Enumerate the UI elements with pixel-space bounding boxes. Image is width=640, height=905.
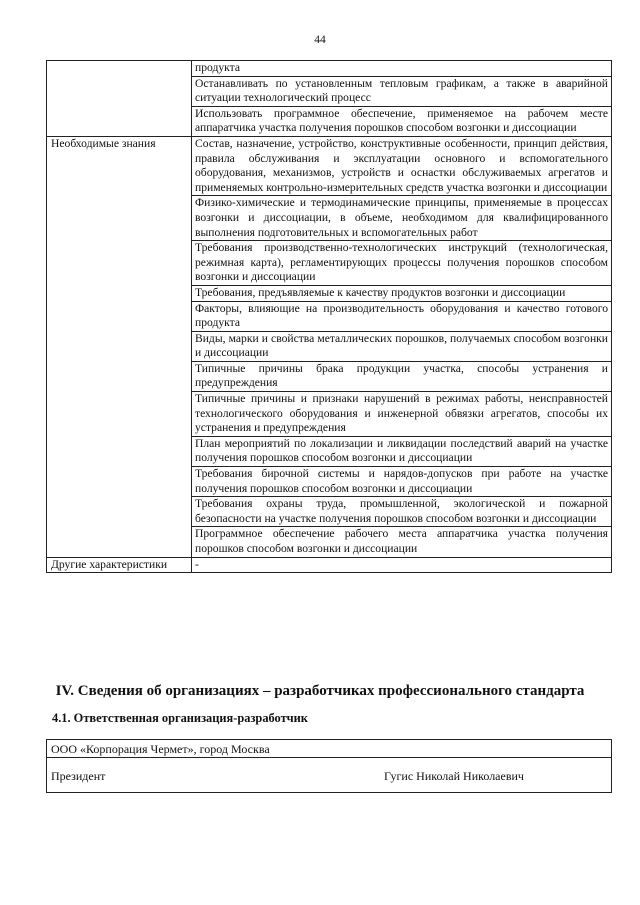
knowledge-item: Требования охраны труда, промышленной, экологической и пожарной безопасности на участке получения порошков способом возгонки и диссоциации (192, 497, 612, 527)
row-label-empty (47, 61, 192, 137)
knowledge-item: Факторы, влияющие на производительность оборудования и качество готового продукта (192, 301, 612, 331)
organization-head-name: Гугис Николай Николаевич (384, 769, 524, 783)
table-row (47, 136, 612, 195)
knowledge-item: Требования, предъявляемые к качеству продуктов возгонки и диссоциации (192, 285, 612, 301)
knowledge-item: План мероприятий по локализации и ликвидации последствий аварий на участке получения порошков способом возгонки и диссоциации (192, 436, 612, 466)
organization-divider (47, 757, 611, 758)
competency-table (46, 60, 612, 573)
page-number: 44 (314, 34, 326, 46)
other-characteristics-value: - (192, 557, 612, 573)
section-heading: IV. Сведения об организациях – разработчиках профессионального стандарта (55, 683, 585, 699)
skill-item: Использовать программное обеспечение, применяемое на рабочем месте аппаратчика участка получения порошков способом возгонки и диссоциации (192, 106, 612, 136)
knowledge-item: Программное обеспечение рабочего места аппаратчика участка получения порошков способом возгонки и диссоциации (192, 527, 612, 557)
knowledge-item: Требования производственно-технологических инструкций (технологическая, режимная карта), регламентирующих процессы получения порошков способом возгонки и диссоциации (192, 241, 612, 286)
other-characteristics-label: Другие характеристики (47, 557, 192, 573)
organization-box (46, 739, 612, 793)
table-row (47, 557, 612, 573)
subsection-heading: 4.1. Ответственная организация-разработчик (52, 711, 308, 725)
organization-head-position: Президент (51, 769, 106, 783)
knowledge-item: Типичные причины брака продукции участка, способы устранения и предупреждения (192, 361, 612, 391)
knowledge-item: Виды, марки и свойства металлических порошков, получаемых способом возгонки и диссоциации (192, 331, 612, 361)
knowledge-item: Состав, назначение, устройство, конструктивные особенности, принцип действия, правила обслуживания и эксплуатации основного и вспомогательного оборудования, механизмов, устройств и оснастки обслуживаемых агрегатов и применяемых контрольно-измерительных средств участка возгонки и диссоциации (192, 136, 612, 195)
skill-item: продукта (192, 61, 612, 77)
skill-item: Останавливать по установленным тепловым графикам, а также в аварийной ситуации технологический процесс (192, 76, 612, 106)
knowledge-label: Необходимые знания (47, 136, 192, 557)
organization-name: ООО «Корпорация Чермет», город Москва (51, 742, 270, 756)
table-row (47, 61, 612, 77)
knowledge-item: Типичные причины и признаки нарушений в режимах работы, неисправностей технологического оборудования и инженерной обвязки агрегатов, способы их устранения и предупреждения (192, 392, 612, 437)
knowledge-item: Физико-химические и термодинамические принципы, применяемые в процессах возгонки и диссоциации, в объеме, необходимом для квалифицированного выполнения подготовительных и вспомогательных работ (192, 196, 612, 241)
knowledge-item: Требования бирочной системы и нарядов-допусков при работе на участке получения порошков способом возгонки и диссоциации (192, 467, 612, 497)
